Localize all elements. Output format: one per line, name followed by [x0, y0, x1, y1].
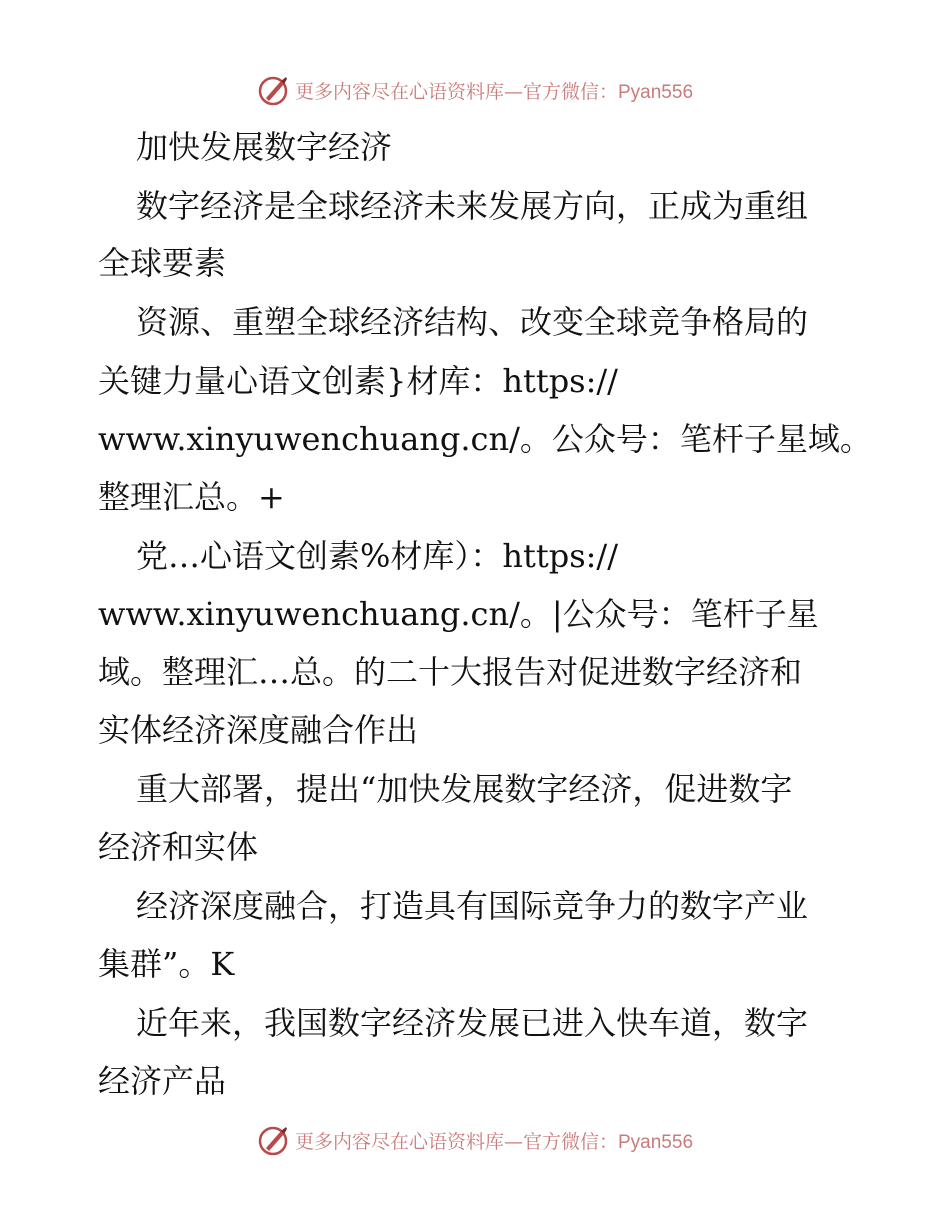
text-line: 关键力量心语文创素}材库：https://: [98, 362, 618, 400]
footer-watermark-text: [295, 1127, 693, 1154]
footer-watermark-banner: [0, 1122, 950, 1158]
text-line: www.xinyuwenchuang.cn/。公众号：笔杆子星域。: [98, 420, 872, 458]
text-line: 资源、重塑全球经济结构、改变全球竞争格局的: [136, 303, 809, 341]
pen-logo-icon: [257, 1123, 291, 1157]
watermark-handle: Pyan556: [618, 1131, 694, 1153]
doc-title: 加快发展数字经济: [136, 128, 393, 166]
text-line: 经济和实体: [98, 828, 259, 866]
text-line: 经济产品: [98, 1062, 227, 1100]
text-line: 经济深度融合，打造具有国际竞争力的数字产业: [136, 887, 809, 925]
text-line: 全球要素: [98, 244, 227, 282]
text-line: 党…心语文创素%材库）：https://: [136, 537, 618, 575]
watermark-label: 更多内容尽在心语资料库—官方微信：: [294, 1130, 618, 1153]
text-line: 集群”。K: [98, 945, 235, 983]
watermark-label: 更多内容尽在心语资料库—官方微信：: [294, 80, 618, 103]
text-line: www.xinyuwenchuang.cn/。|公众号：笔杆子星: [98, 595, 819, 633]
text-line: 整理汇总。+: [98, 478, 285, 516]
text-line: 近年来，我国数字经济发展已进入快车道，数字: [136, 1004, 809, 1042]
watermark-handle: Pyan556: [618, 81, 694, 103]
text-line: 实体经济深度融合作出: [98, 711, 419, 749]
text-line: 数字经济是全球经济未来发展方向，正成为重组: [136, 187, 809, 225]
text-line: 域。整理汇…总。的二十大报告对促进数字经济和: [98, 653, 803, 691]
text-line: 重大部署，提出“加快发展数字经济，促进数字: [136, 770, 793, 808]
